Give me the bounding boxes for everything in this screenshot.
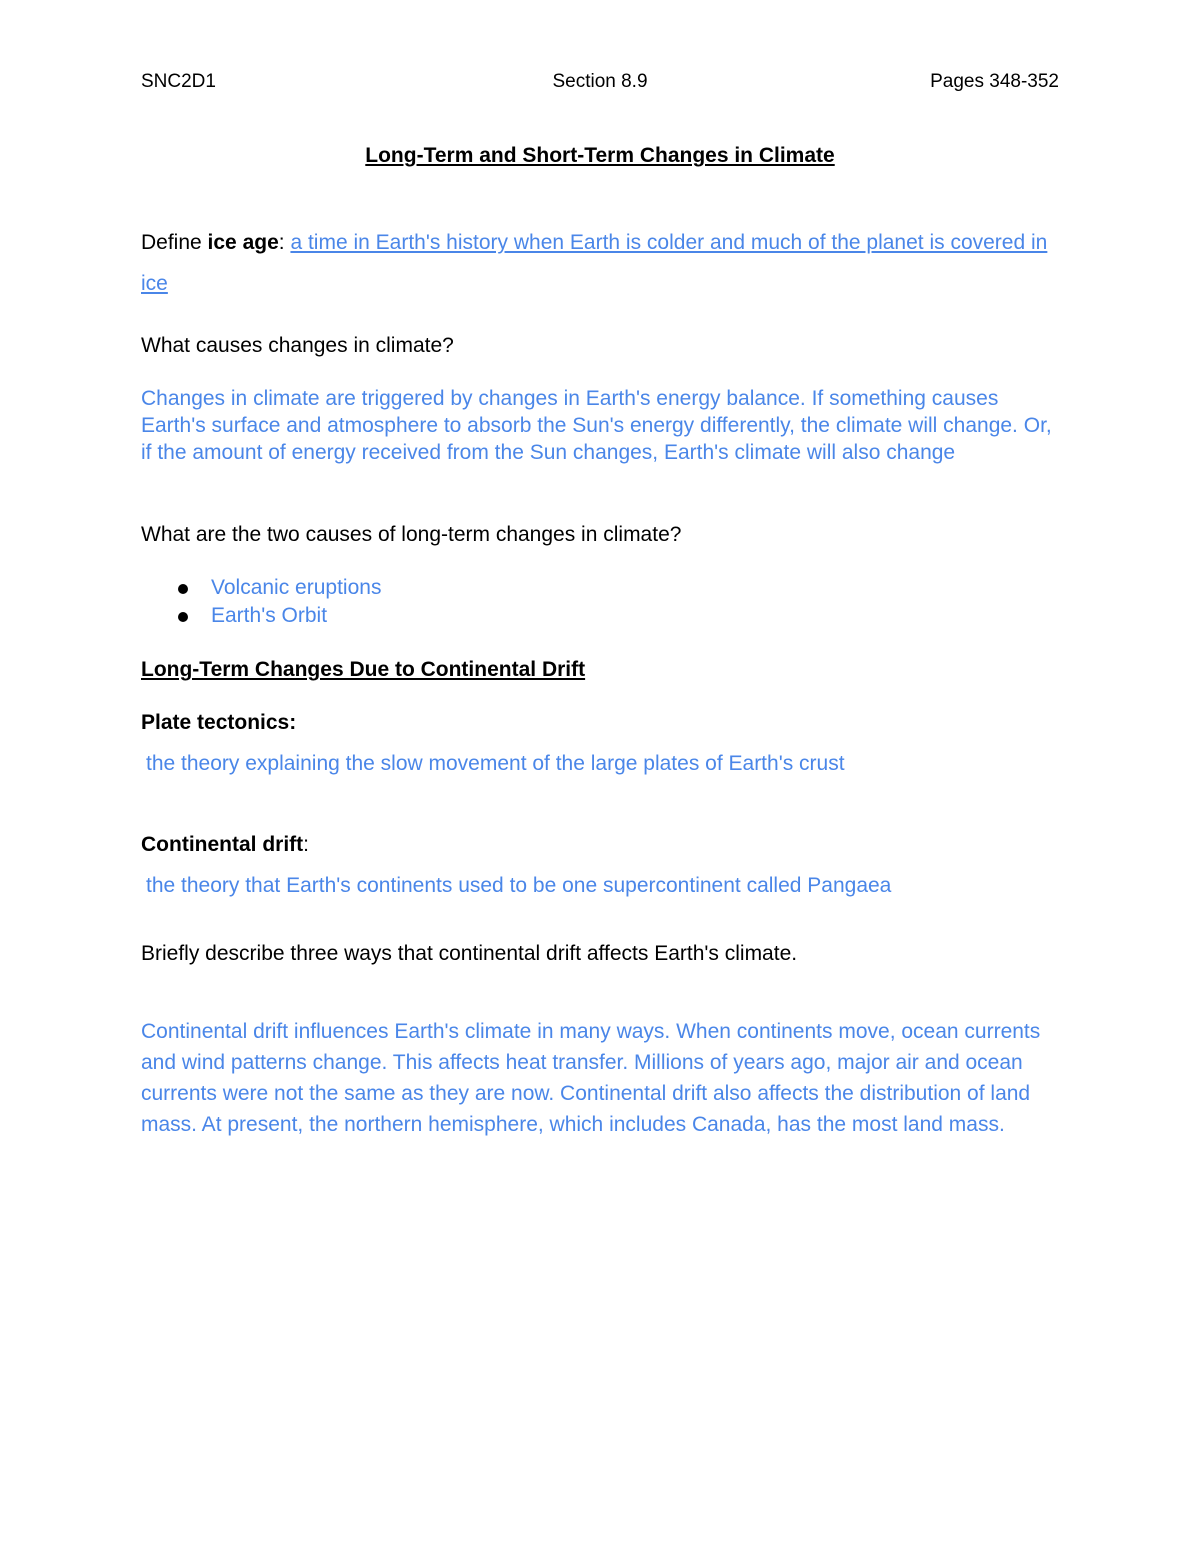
page-title: Long-Term and Short-Term Changes in Climate [365, 144, 835, 167]
continental-drift-term: Continental drift [141, 833, 304, 856]
plate-tectonics-term: Plate tectonics: [141, 711, 297, 734]
list-item [141, 602, 381, 630]
question-long-term-causes: What are the two causes of long-term changes in climate? [141, 523, 682, 546]
list-item [141, 574, 381, 602]
continental-drift-term-line [141, 831, 1061, 858]
continental-drift-definition: the theory that Earth's continents used to be one supercontinent called Pangaea [146, 874, 892, 897]
bullet-icon [178, 584, 188, 594]
header-pages: Pages 348-352 [930, 71, 1059, 92]
list-item-text: Volcanic eruptions [211, 576, 382, 599]
header-course: SNC2D1 [141, 71, 216, 92]
question-causes: What causes changes in climate? [141, 334, 454, 357]
continental-drift-colon: : [303, 833, 309, 856]
define-prefix: Define [141, 231, 208, 254]
long-term-causes-list [141, 574, 381, 630]
answer-causes: Changes in climate are triggered by changes in Earth's energy balance. If something causes Earth's surface and atmosphere to absorb the Sun's energy differently, the climate will change. Or, if the amount of energy received from the Sun changes, Earth's climate will also change [141, 387, 1052, 464]
define-answer: a time in Earth's history when Earth is colder and much of the planet is covered in ice [141, 231, 1048, 295]
define-term: ice age [207, 231, 279, 254]
list-item-text: Earth's Orbit [211, 604, 328, 627]
header-section: Section 8.9 [552, 71, 648, 92]
section-heading-continental-drift: Long-Term Changes Due to Continental Drift [141, 658, 586, 681]
define-colon: : [278, 231, 291, 254]
plate-tectonics-definition: the theory explaining the slow movement of the large plates of Earth's crust [146, 752, 845, 775]
bullet-icon [178, 612, 188, 622]
define-ice-age [141, 222, 1061, 304]
answer-three-ways: Continental drift influences Earth's climate in many ways. When continents move, ocean currents and wind patterns change. This affects heat transfer. Millions of years ago, major air and ocean currents were not the same as they are now. Continental drift also affects the distribution of land mass. At present, the northern hemisphere, which includes Canada, has the most land mass. [141, 1020, 1041, 1136]
question-three-ways: Briefly describe three ways that continental drift affects Earth's climate. [141, 942, 798, 965]
